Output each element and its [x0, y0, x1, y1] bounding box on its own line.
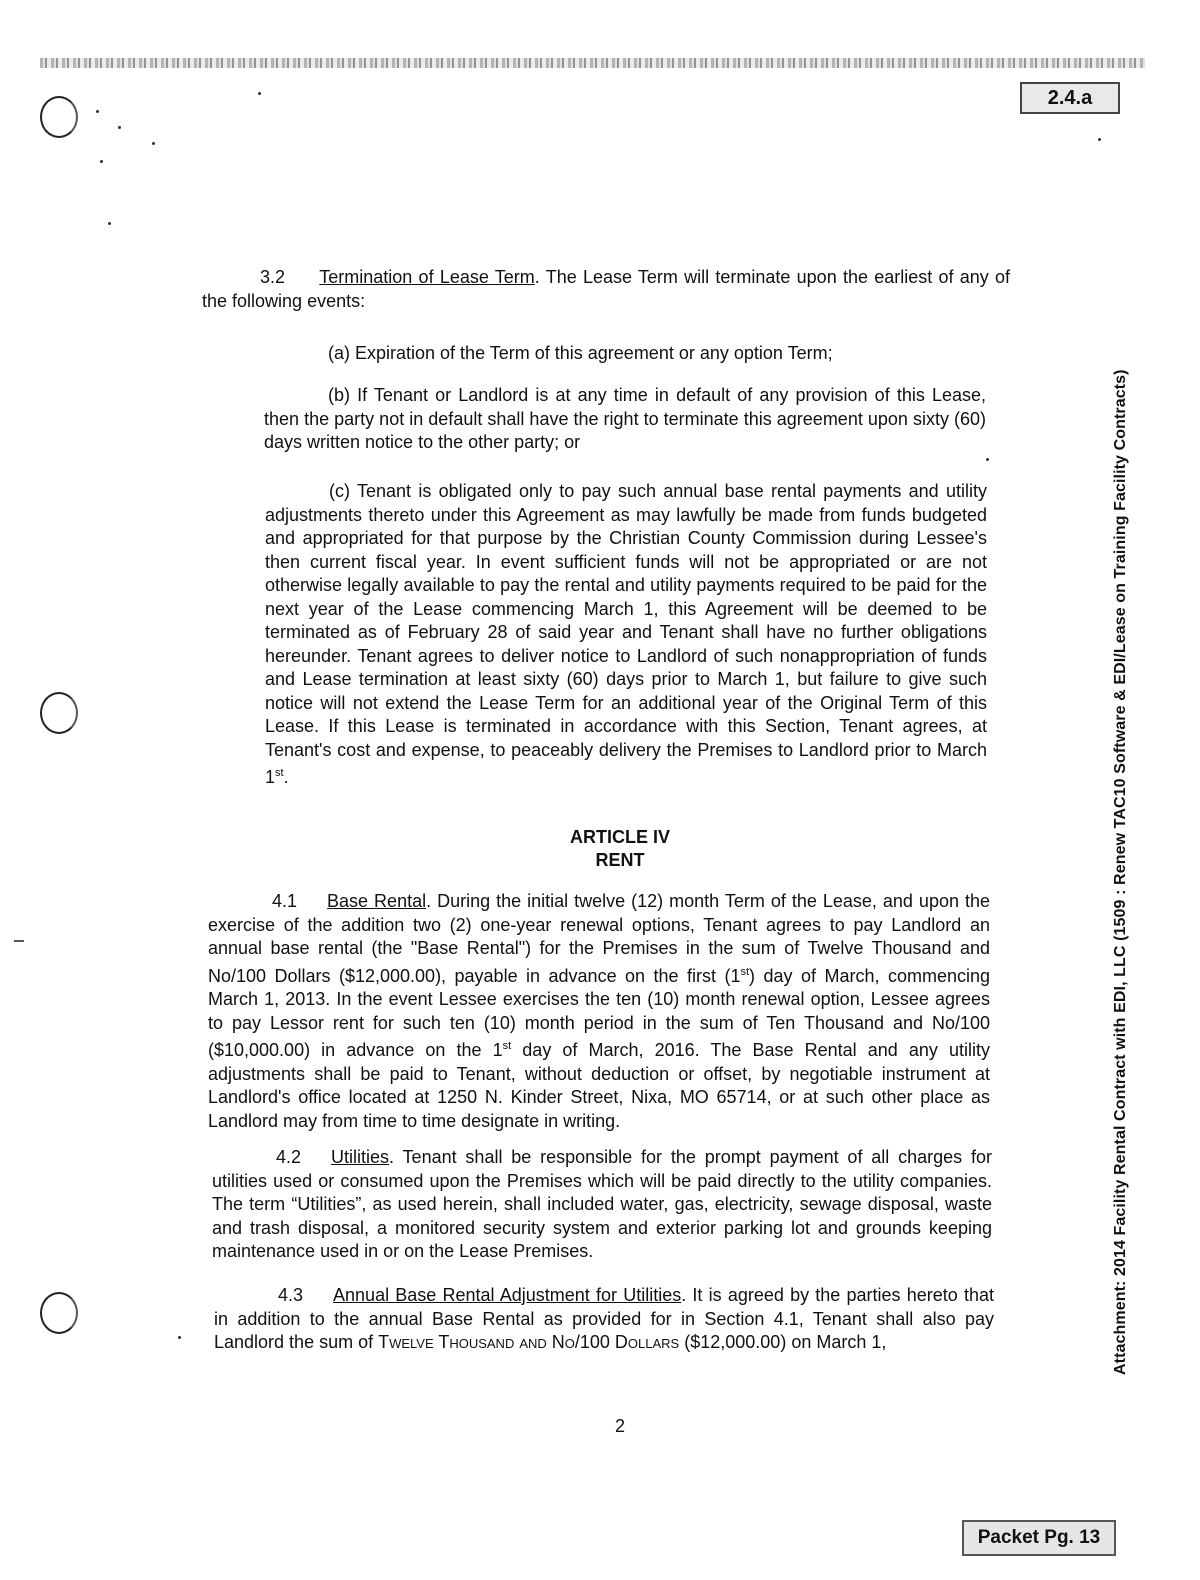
- section-text: . It is agreed by the parties hereto that in addition to the annual Base Rental as provided for in Section 4.1, Tenant shall also pay Landlord the sum of: [214, 1285, 994, 1352]
- page-number: 2: [614, 1416, 625, 1436]
- scan-speck: [152, 142, 155, 145]
- section-text: . The Lease Term will terminate upon the earliest of any of the following events:: [202, 267, 1010, 311]
- superscript: st: [275, 767, 284, 779]
- section-text: ) day of March, commencing March 1, 2013. In the event Lessee exercises the ten (10) month renewal option, Lessee agrees to pay Lessor rent for such ten (10) month period in the sum of Ten Thousand and No/100 ($10,000.00) in advance on the 1: [208, 965, 990, 1060]
- section-number: 3.2: [260, 267, 286, 287]
- section-text: . Tenant shall be responsible for the prompt payment of all charges for utilities used or consumed upon the Premises which will be paid directly to the utility companies. The term “Utilities”, as used herein, shall included water, gas, electricity, sewage disposal, waste and trash disposal, a monitored security system and exterior parking lot and grounds keeping maintenance used in or on the Lease Premises.: [212, 1147, 992, 1261]
- scan-speck: [108, 222, 111, 225]
- scan-speck: [100, 160, 103, 163]
- item-a: (a) Expiration of the Term of this agreement or any option Term;: [328, 343, 833, 363]
- article-heading: ARTICLE IV: [569, 827, 670, 847]
- punch-hole-top: [40, 96, 78, 138]
- scan-speck: [118, 126, 121, 129]
- punch-hole-middle: [40, 692, 78, 734]
- section-title: Base Rental: [327, 891, 427, 911]
- scan-artifact-band: [40, 58, 1145, 68]
- article-subheading: RENT: [595, 850, 645, 870]
- section-3-2-intro: [202, 266, 1010, 313]
- section-text: day of March, 2016. The Base Rental and any utility adjustments shall be paid to Tenant, without deduction or offset, by negotiable instrument at Landlord's office located at 1250 N. Kinder Street, Nixa, MO 65714, or at such other place as Landlord may from time to time designate in writing.: [208, 1040, 990, 1131]
- section-text: . During the initial twelve (12) month Term of the Lease, and upon the exercise of the addition two (2) one-year renewal options, Tenant agrees to pay Landlord an annual base rental (the "Base Rental") for the Premises in the sum of Twelve Thousand and No/100 Dollars ($12,000.00), payable in advance on the first (1: [208, 891, 990, 986]
- packet-page-badge: Packet Pg. 13: [962, 1520, 1116, 1556]
- section-title: Annual Base Rental Adjustment for Utilities: [333, 1285, 682, 1305]
- scan-speck: [986, 458, 989, 461]
- section-number: 4.3: [278, 1285, 304, 1305]
- scan-speck: [258, 92, 261, 95]
- item-c-end: .: [283, 767, 289, 787]
- superscript: st: [502, 1040, 512, 1052]
- section-4-1: [208, 890, 990, 1133]
- attachment-sidebar-text: Attachment: 2014 Facility Rental Contract with EDI, LLC (1509 : Renew TAC10 Software & EDI/Lease on Training Facility Contracts): [1112, 369, 1129, 1375]
- section-4-3: [214, 1284, 994, 1355]
- item-b: (b) If Tenant or Landlord is at any time in default of any provision of this Lease, then the party not in default shall have the right to terminate this agreement upon sixty (60) days written notice to the other party; or: [264, 385, 986, 452]
- scan-speck: [96, 110, 99, 113]
- item-c-text: (c) Tenant is obligated only to pay such annual base rental payments and utility adjustments thereto under this Agreement as may lawfully be made from funds budgeted and appropriated for that purpose by the Christian County Commission during Lessee's then current fiscal year. In event sufficient funds will not be appropriated or are not otherwise legally available to pay the rental and utility payments required to be paid for the next year of the Lease commencing March 1, this Agreement will be deemed to be terminated as of February 28 of said year and Tenant shall have no further obligations hereunder. Tenant agrees to deliver notice to Landlord of such nonappropriation of funds and Lease termination at least sixty (60) days prior to March 1, but failure to give such notice will not extend the Lease Term for an additional year of the Original Term of this Lease. If this Lease is terminated in accordance with this Section, Tenant agrees, at Tenant's cost and expense, to peaceably delivery the Premises to Landlord prior to March 1: [265, 481, 987, 787]
- scan-speck: [1098, 138, 1101, 141]
- section-number: 4.2: [276, 1147, 302, 1167]
- margin-mark: [14, 940, 24, 942]
- reference-code-badge: 2.4.a: [1020, 82, 1120, 114]
- section-number: 4.1: [272, 891, 298, 911]
- section-4-2: [212, 1146, 992, 1264]
- item-c: [265, 480, 987, 790]
- superscript: st: [740, 965, 750, 978]
- section-title: Utilities: [331, 1147, 390, 1167]
- section-text: ($12,000.00) on March 1,: [679, 1332, 887, 1352]
- section-title: Termination of Lease Term: [319, 267, 535, 287]
- punch-hole-bottom: [40, 1292, 78, 1334]
- amount-in-words: Twelve Thousand and No/100 Dollars: [378, 1332, 680, 1352]
- scan-speck: [178, 1336, 181, 1339]
